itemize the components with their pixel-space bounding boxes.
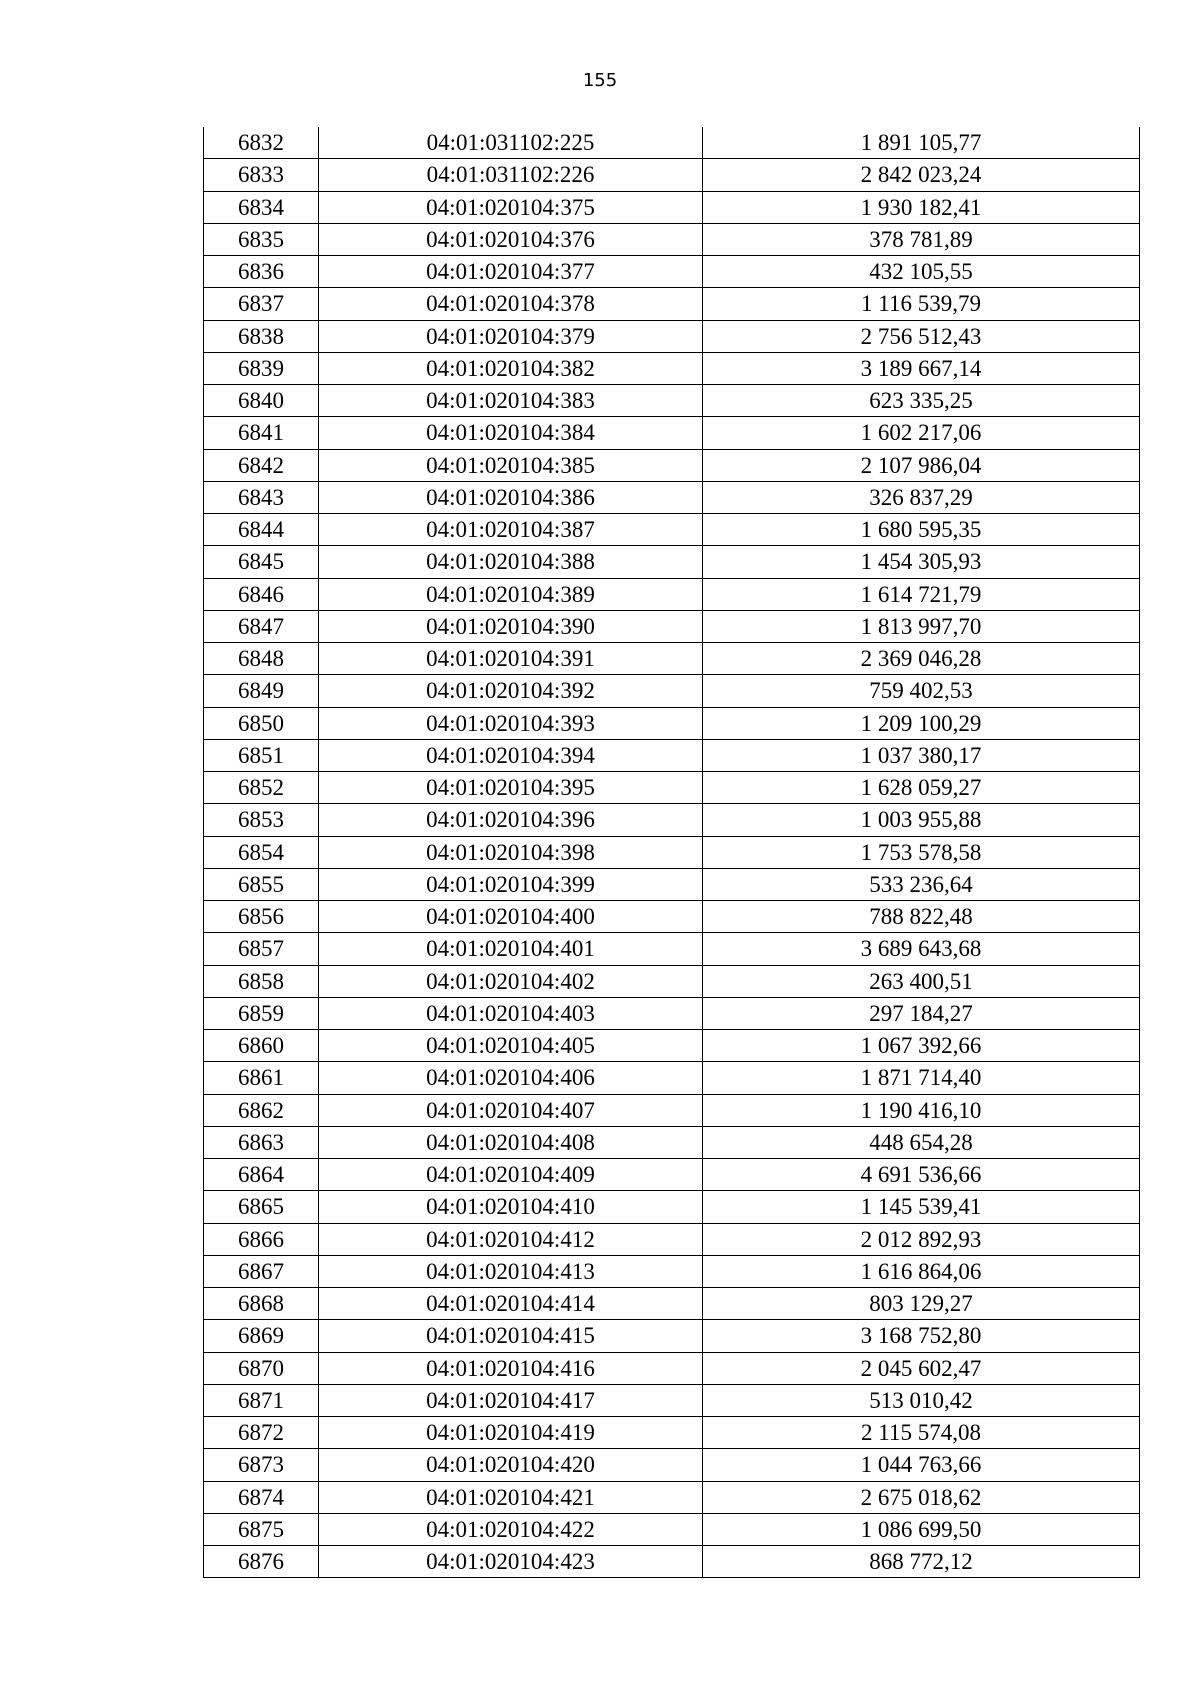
row-number-cell: 6850	[204, 707, 319, 739]
row-number-cell: 6839	[204, 352, 319, 384]
cadastral-value-cell: 1 145 539,41	[703, 1191, 1140, 1223]
row-number-cell: 6835	[204, 223, 319, 255]
table-row	[204, 901, 1140, 933]
cadastral-number-cell: 04:01:020104:408	[319, 1126, 703, 1158]
table-row	[204, 1159, 1140, 1191]
cadastral-value-cell: 3 168 752,80	[703, 1320, 1140, 1352]
cadastral-number-cell: 04:01:020104:399	[319, 868, 703, 900]
cadastral-value-cell: 2 012 892,93	[703, 1223, 1140, 1255]
cadastral-value-cell: 448 654,28	[703, 1126, 1140, 1158]
table-row	[204, 739, 1140, 771]
cadastral-number-cell: 04:01:020104:396	[319, 804, 703, 836]
row-number-cell: 6846	[204, 578, 319, 610]
cadastral-value-cell: 513 010,42	[703, 1384, 1140, 1416]
row-number-cell: 6855	[204, 868, 319, 900]
row-number-cell: 6861	[204, 1062, 319, 1094]
table-row	[204, 804, 1140, 836]
table-row	[204, 191, 1140, 223]
cadastral-value-cell: 533 236,64	[703, 868, 1140, 900]
table-row	[204, 1513, 1140, 1545]
row-number-cell: 6875	[204, 1513, 319, 1545]
cadastral-number-cell: 04:01:020104:377	[319, 256, 703, 288]
cadastral-number-cell: 04:01:031102:225	[319, 127, 703, 159]
row-number-cell: 6853	[204, 804, 319, 836]
cadastral-number-cell: 04:01:020104:403	[319, 997, 703, 1029]
row-number-cell: 6866	[204, 1223, 319, 1255]
row-number-cell: 6849	[204, 675, 319, 707]
table-row	[204, 256, 1140, 288]
cadastral-number-cell: 04:01:020104:419	[319, 1417, 703, 1449]
cadastral-number-cell: 04:01:020104:405	[319, 1030, 703, 1062]
page-number: 155	[582, 70, 618, 91]
table-body	[204, 127, 1140, 1578]
row-number-cell: 6851	[204, 739, 319, 771]
row-number-cell: 6869	[204, 1320, 319, 1352]
row-number-cell: 6865	[204, 1191, 319, 1223]
cadastral-value-cell: 1 614 721,79	[703, 578, 1140, 610]
cadastral-value-cell: 759 402,53	[703, 675, 1140, 707]
cadastral-number-cell: 04:01:020104:393	[319, 707, 703, 739]
cadastral-number-cell: 04:01:020104:385	[319, 449, 703, 481]
cadastral-value-cell: 1 753 578,58	[703, 836, 1140, 868]
cadastral-number-cell: 04:01:020104:395	[319, 772, 703, 804]
cadastral-number-cell: 04:01:020104:421	[319, 1481, 703, 1513]
table-row	[204, 1352, 1140, 1384]
row-number-cell: 6845	[204, 546, 319, 578]
row-number-cell: 6848	[204, 643, 319, 675]
cadastral-value-cell: 1 616 864,06	[703, 1255, 1140, 1287]
cadastral-value-cell: 2 675 018,62	[703, 1481, 1140, 1513]
row-number-cell: 6874	[204, 1481, 319, 1513]
row-number-cell: 6852	[204, 772, 319, 804]
cadastral-value-cell: 1 628 059,27	[703, 772, 1140, 804]
table-row	[204, 675, 1140, 707]
row-number-cell: 6834	[204, 191, 319, 223]
row-number-cell: 6867	[204, 1255, 319, 1287]
cadastral-value-cell: 1 602 217,06	[703, 417, 1140, 449]
cadastral-value-cell: 1 891 105,77	[703, 127, 1140, 159]
table-row	[204, 933, 1140, 965]
cadastral-number-cell: 04:01:020104:422	[319, 1513, 703, 1545]
table-row	[204, 385, 1140, 417]
table-row	[204, 1546, 1140, 1578]
cadastral-number-cell: 04:01:020104:409	[319, 1159, 703, 1191]
cadastral-number-cell: 04:01:020104:388	[319, 546, 703, 578]
cadastral-number-cell: 04:01:020104:383	[319, 385, 703, 417]
cadastral-value-cell: 1 454 305,93	[703, 546, 1140, 578]
table-row	[204, 1126, 1140, 1158]
table-row	[204, 320, 1140, 352]
cadastral-value-cell: 1 871 714,40	[703, 1062, 1140, 1094]
cadastral-value-cell: 297 184,27	[703, 997, 1140, 1029]
table-row	[204, 1191, 1140, 1223]
row-number-cell: 6841	[204, 417, 319, 449]
table-row	[204, 1288, 1140, 1320]
table-row	[204, 159, 1140, 191]
cadastral-value-cell: 1 037 380,17	[703, 739, 1140, 771]
table-row	[204, 1417, 1140, 1449]
row-number-cell: 6856	[204, 901, 319, 933]
table-row	[204, 481, 1140, 513]
row-number-cell: 6832	[204, 127, 319, 159]
cadastral-value-cell: 1 116 539,79	[703, 288, 1140, 320]
row-number-cell: 6862	[204, 1094, 319, 1126]
row-number-cell: 6860	[204, 1030, 319, 1062]
cadastral-value-cell: 2 369 046,28	[703, 643, 1140, 675]
table-row	[204, 449, 1140, 481]
cadastral-number-cell: 04:01:020104:423	[319, 1546, 703, 1578]
cadastral-value-cell: 2 045 602,47	[703, 1352, 1140, 1384]
cadastral-value-table	[203, 127, 1140, 1578]
cadastral-number-cell: 04:01:020104:386	[319, 481, 703, 513]
row-number-cell: 6843	[204, 481, 319, 513]
cadastral-number-cell: 04:01:020104:420	[319, 1449, 703, 1481]
cadastral-number-cell: 04:01:020104:384	[319, 417, 703, 449]
table-row	[204, 1481, 1140, 1513]
table-row	[204, 417, 1140, 449]
cadastral-number-cell: 04:01:020104:389	[319, 578, 703, 610]
cadastral-number-cell: 04:01:020104:391	[319, 643, 703, 675]
cadastral-number-cell: 04:01:020104:414	[319, 1288, 703, 1320]
cadastral-value-cell: 1 930 182,41	[703, 191, 1140, 223]
cadastral-value-cell: 326 837,29	[703, 481, 1140, 513]
cadastral-value-cell: 1 003 955,88	[703, 804, 1140, 836]
cadastral-number-cell: 04:01:020104:413	[319, 1255, 703, 1287]
cadastral-value-cell: 1 209 100,29	[703, 707, 1140, 739]
table-row	[204, 1449, 1140, 1481]
cadastral-number-cell: 04:01:020104:412	[319, 1223, 703, 1255]
table-row	[204, 546, 1140, 578]
cadastral-value-cell: 1 190 416,10	[703, 1094, 1140, 1126]
row-number-cell: 6844	[204, 514, 319, 546]
table-row	[204, 868, 1140, 900]
table-row	[204, 643, 1140, 675]
row-number-cell: 6840	[204, 385, 319, 417]
row-number-cell: 6873	[204, 1449, 319, 1481]
cadastral-number-cell: 04:01:020104:390	[319, 610, 703, 642]
table-row	[204, 1030, 1140, 1062]
table-row	[204, 772, 1140, 804]
cadastral-value-cell: 623 335,25	[703, 385, 1140, 417]
cadastral-number-cell: 04:01:031102:226	[319, 159, 703, 191]
cadastral-value-cell: 1 680 595,35	[703, 514, 1140, 546]
table-row	[204, 1255, 1140, 1287]
row-number-cell: 6857	[204, 933, 319, 965]
cadastral-number-cell: 04:01:020104:387	[319, 514, 703, 546]
row-number-cell: 6870	[204, 1352, 319, 1384]
table-row	[204, 997, 1140, 1029]
table-row	[204, 965, 1140, 997]
row-number-cell: 6871	[204, 1384, 319, 1416]
cadastral-value-cell: 2 107 986,04	[703, 449, 1140, 481]
table-row	[204, 836, 1140, 868]
cadastral-number-cell: 04:01:020104:375	[319, 191, 703, 223]
cadastral-number-cell: 04:01:020104:398	[319, 836, 703, 868]
table-row	[204, 1062, 1140, 1094]
row-number-cell: 6868	[204, 1288, 319, 1320]
table-row	[204, 707, 1140, 739]
table-row	[204, 223, 1140, 255]
table-row	[204, 352, 1140, 384]
cadastral-value-cell: 2 115 574,08	[703, 1417, 1140, 1449]
cadastral-number-cell: 04:01:020104:410	[319, 1191, 703, 1223]
cadastral-value-cell: 378 781,89	[703, 223, 1140, 255]
cadastral-number-cell: 04:01:020104:416	[319, 1352, 703, 1384]
cadastral-number-cell: 04:01:020104:407	[319, 1094, 703, 1126]
row-number-cell: 6864	[204, 1159, 319, 1191]
table-row	[204, 127, 1140, 159]
cadastral-value-cell: 1 813 997,70	[703, 610, 1140, 642]
cadastral-number-cell: 04:01:020104:394	[319, 739, 703, 771]
row-number-cell: 6842	[204, 449, 319, 481]
cadastral-value-cell: 803 129,27	[703, 1288, 1140, 1320]
row-number-cell: 6838	[204, 320, 319, 352]
table-row	[204, 514, 1140, 546]
cadastral-value-cell: 1 044 763,66	[703, 1449, 1140, 1481]
row-number-cell: 6876	[204, 1546, 319, 1578]
cadastral-value-cell: 1 086 699,50	[703, 1513, 1140, 1545]
cadastral-number-cell: 04:01:020104:379	[319, 320, 703, 352]
cadastral-number-cell: 04:01:020104:401	[319, 933, 703, 965]
row-number-cell: 6863	[204, 1126, 319, 1158]
table-row	[204, 1223, 1140, 1255]
cadastral-value-cell: 2 756 512,43	[703, 320, 1140, 352]
cadastral-number-cell: 04:01:020104:382	[319, 352, 703, 384]
row-number-cell: 6872	[204, 1417, 319, 1449]
cadastral-number-cell: 04:01:020104:376	[319, 223, 703, 255]
cadastral-value-cell: 868 772,12	[703, 1546, 1140, 1578]
row-number-cell: 6858	[204, 965, 319, 997]
cadastral-number-cell: 04:01:020104:378	[319, 288, 703, 320]
cadastral-value-cell: 263 400,51	[703, 965, 1140, 997]
cadastral-value-cell: 2 842 023,24	[703, 159, 1140, 191]
table-row	[204, 1094, 1140, 1126]
cadastral-value-cell: 3 689 643,68	[703, 933, 1140, 965]
cadastral-value-cell: 432 105,55	[703, 256, 1140, 288]
cadastral-value-cell: 1 067 392,66	[703, 1030, 1140, 1062]
row-number-cell: 6837	[204, 288, 319, 320]
cadastral-number-cell: 04:01:020104:402	[319, 965, 703, 997]
cadastral-value-cell: 788 822,48	[703, 901, 1140, 933]
table-row	[204, 610, 1140, 642]
table-row	[204, 1320, 1140, 1352]
cadastral-number-cell: 04:01:020104:415	[319, 1320, 703, 1352]
row-number-cell: 6854	[204, 836, 319, 868]
row-number-cell: 6847	[204, 610, 319, 642]
cadastral-number-cell: 04:01:020104:417	[319, 1384, 703, 1416]
row-number-cell: 6836	[204, 256, 319, 288]
cadastral-value-cell: 3 189 667,14	[703, 352, 1140, 384]
cadastral-number-cell: 04:01:020104:392	[319, 675, 703, 707]
cadastral-value-cell: 4 691 536,66	[703, 1159, 1140, 1191]
table-row	[204, 578, 1140, 610]
cadastral-number-cell: 04:01:020104:400	[319, 901, 703, 933]
row-number-cell: 6833	[204, 159, 319, 191]
row-number-cell: 6859	[204, 997, 319, 1029]
table-row	[204, 1384, 1140, 1416]
cadastral-number-cell: 04:01:020104:406	[319, 1062, 703, 1094]
table-row	[204, 288, 1140, 320]
